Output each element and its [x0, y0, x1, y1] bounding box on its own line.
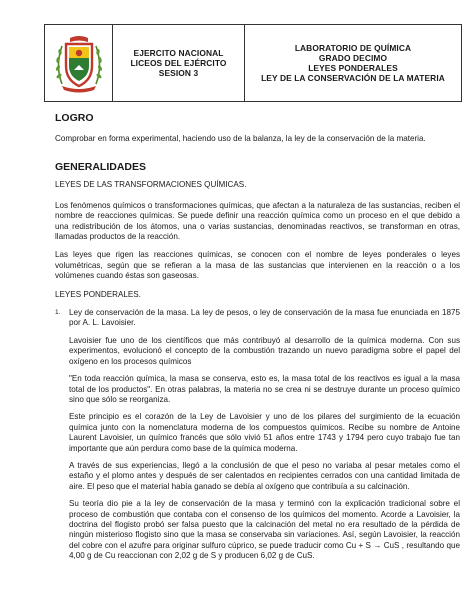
grade-label: GRADO DECIMO	[318, 53, 388, 63]
paragraph-leyes: Las leyes que rigen las reacciones químicas, se conocen con el nombre de leyes ponderales o leyes volumétricas, según que se refieran a la masa de las sustancias que intervienen en la reacción o a los volúmenes cuando éstas son gaseosas.	[55, 250, 460, 281]
logo-cell	[45, 25, 113, 101]
school-name: EJERCITO NACIONAL	[133, 48, 224, 58]
logro-heading: LOGRO	[55, 112, 94, 124]
generalidades-heading: GENERALIDADES	[55, 161, 147, 174]
law-label: LEY DE LA CONSERVACIÓN DE LA MATERIA	[261, 73, 445, 83]
leyes-ponderales-label: LEYES PONDERALES.	[55, 289, 141, 299]
paragraph-principio: Este principio es el corazón de la Ley de Lavoisier y uno de los pilares del surgimiento de la ecuación química junto con la nomenclatura moderna de los compuestos químicos. Recibe su nombre de Antoine Laurent Lavoisier, un químico francés que sólo vivió 51 años entre 1743 y 1794 pero cuyo trabajo fue tan importante que aún perdura como base de la química moderna.	[69, 412, 460, 453]
paragraph-quote: "En toda reacción química, la masa se conserva, esto es, la masa total de los reactivos es igual a la masa total de los productos". En otras palabras, la materia no se crea ni se destruye durante un proceso químico sino que sólo se reorganiza.	[69, 374, 460, 404]
session-label: SESION 3	[158, 68, 199, 78]
logro-text: Comprobar en forma experimental, haciendo uso de la balanza, la ley de la conservación de la materia.	[55, 134, 426, 143]
school-crest-logo	[52, 32, 106, 94]
lab-title: LABORATORIO DE QUÍMICA	[294, 43, 412, 53]
list-number: 1.	[55, 309, 61, 317]
topic-label: LEYES PONDERALES	[308, 63, 398, 73]
document-body	[55, 112, 460, 562]
school-info-cell	[113, 25, 245, 101]
item-conservacion-text: Ley de conservación de la masa. La ley de pesos, o ley de conservación de la masa fue enunciada en 1875 por A. L. Lavoisier.	[69, 308, 460, 328]
transformaciones-subheading: LEYES DE LAS TRANSFORMACIONES QUÍMICAS.	[55, 180, 247, 190]
list-item-conservacion	[55, 308, 460, 329]
paragraph-reacciones: Los fenómenos químicos o transformaciones químicas, que afectan a la naturaleza de las sustancias, reciben el nombre de reacciones químicas. Se puede definir una reacción química como un proceso en el que debido a una redistribución de los átomos, una o varias sustancias, denominadas reactivos, se transforman en otras, llamadas productos de la reacción.	[55, 200, 460, 242]
paragraph-lavoisier: Lavoisier fue uno de los científicos que más contribuyó al desarrollo de la química moderna. Con sus experimentos, evolucionó el concepto de la combustión trazando un nuevo paradigma sobre el papel del oxígeno en los procesos químicos	[69, 335, 460, 366]
paragraph-experiencias: A través de sus experiencias, llegó a la conclusión de que el peso no variaba al pesar metales como el estaño y el plomo antes y después de ser calentados en recipientes cerrados con una cantidad limitada de aire. El peso que el material había ganado se debía al oxígeno que contribuía a su calcinación.	[69, 460, 460, 491]
school-subtitle: LICEOS DEL EJÉRCITO	[130, 58, 227, 68]
paragraph-teoria: Su teoría dio pie a la ley de conservación de la masa y terminó con la explicación tradicional sobre el proceso de combustión que contaba con el consenso de los químicos del momento. Acorde a Lavoisier, la doctrina del flogisto probó ser falsa puesto que la calcinación del metal no era resultado de la pérdida de ningún misterioso flogisto sino que la masa se conservaba sin variaciones. Así, según Lavoisier, la reacción del cobre con el azufre para originar sulfuro cúprico, se puede traducir como Cu + S → CuS , resultando que 4,00 g de Cu reaccionan con 2,02 g de S y producen 6,02 g de CuS.	[69, 499, 460, 561]
header-table	[44, 24, 462, 102]
lab-info-cell	[245, 25, 461, 101]
